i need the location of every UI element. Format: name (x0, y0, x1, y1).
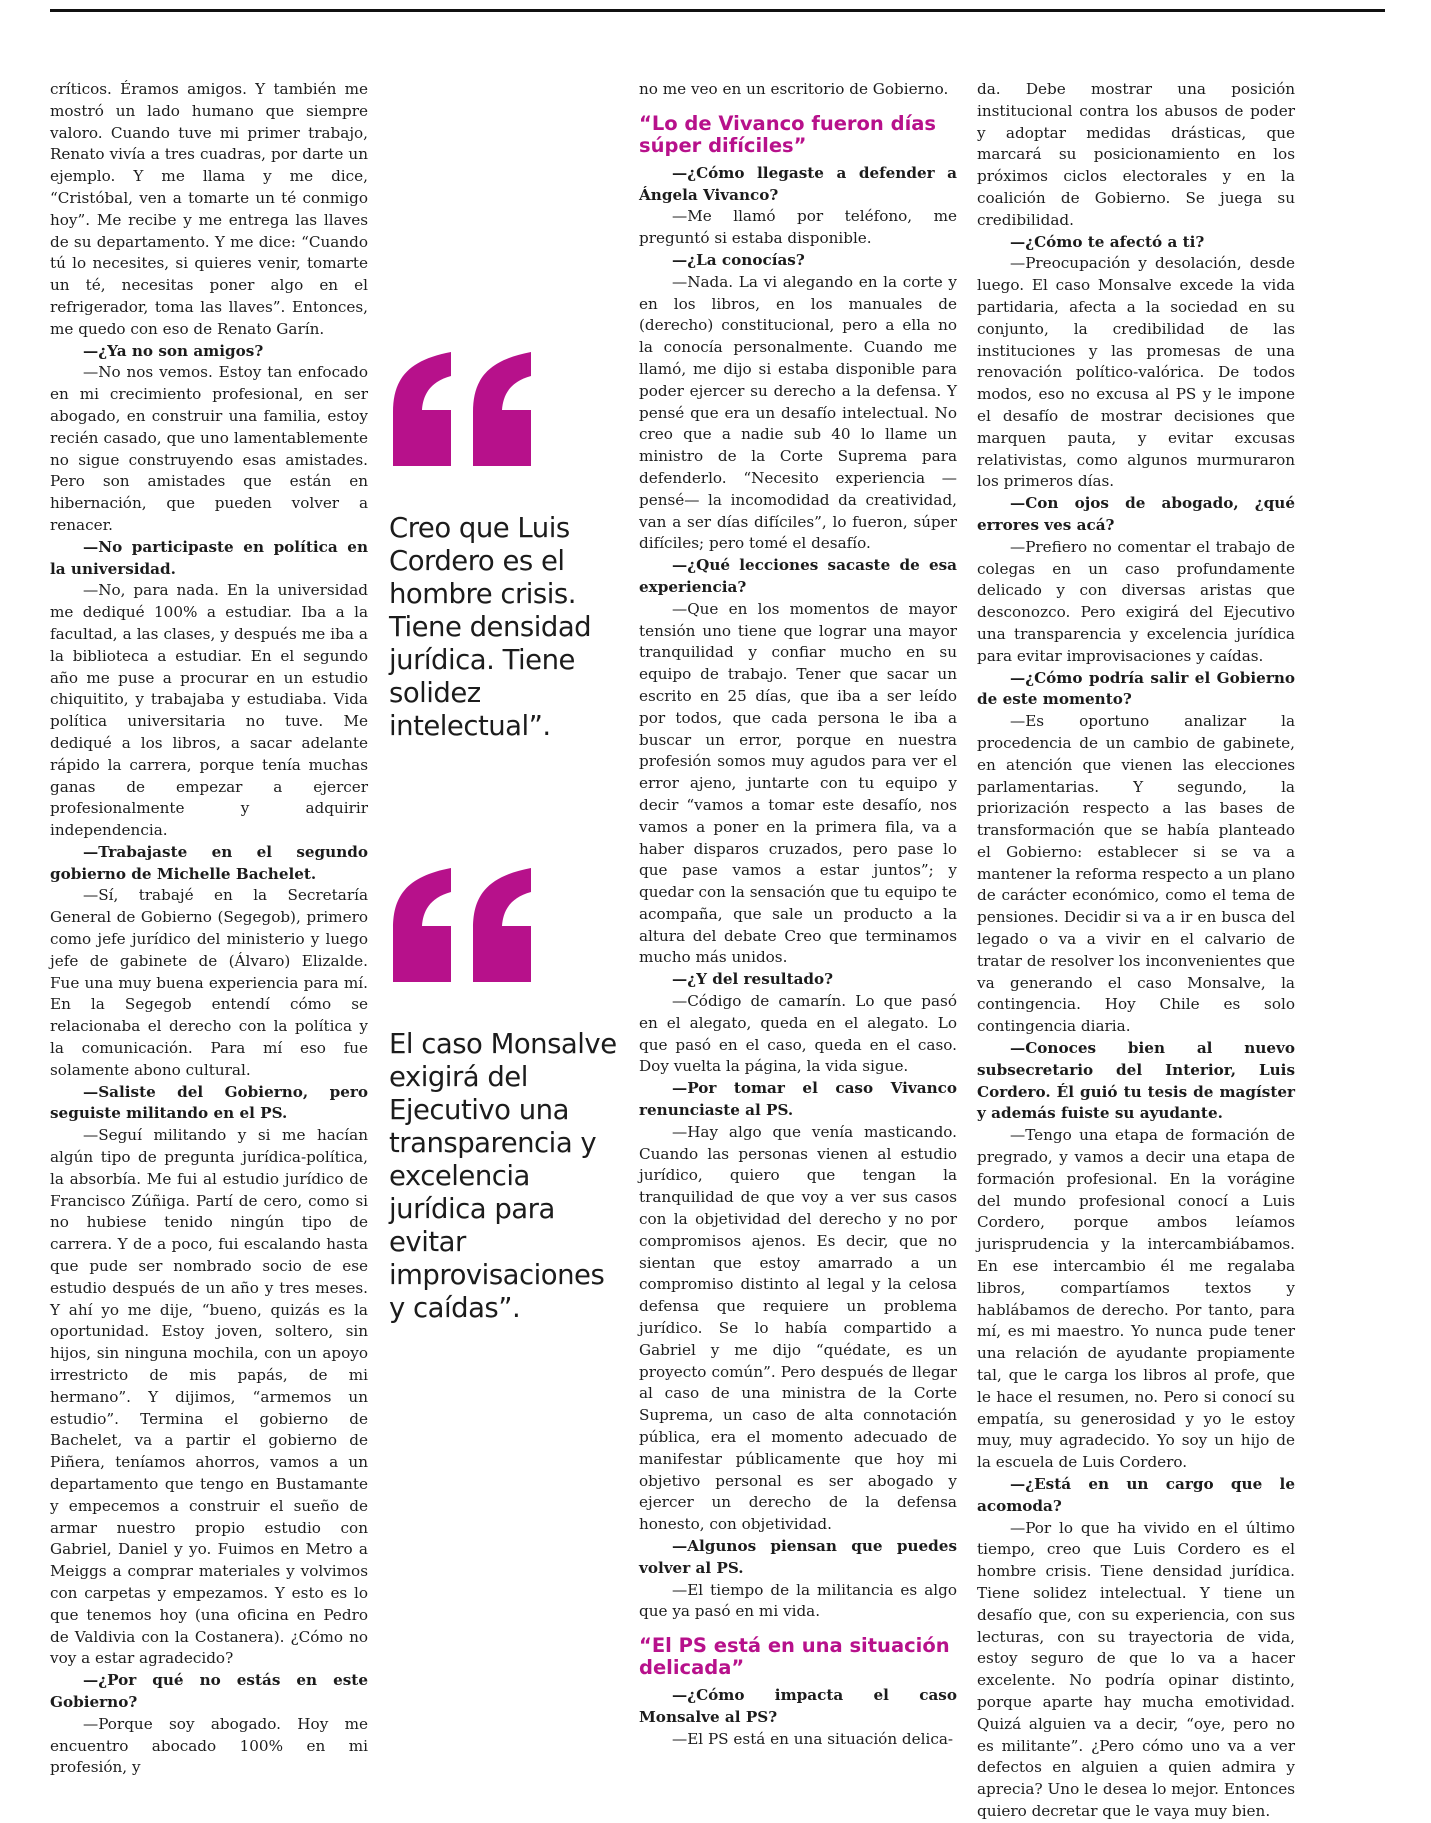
interview-answer: —Me llamó por teléfono, me preguntó si estaba disponible. (639, 207, 957, 248)
interview-question: —Con ojos de abogado, ¿qué errores ves acá? (977, 494, 1295, 534)
interview-question: —¿Por qué no estás en este Gobierno? (50, 1671, 368, 1711)
continued-text: da. Debe mostrar una posición institucional contra los abusos de poder y adoptar medidas drásticas, que marcará su posicionamiento en los próximos ciclos electorales y en la coalición de Gobierno. Se juega su credibilidad. (977, 80, 1295, 229)
interview-question: —Algunos piensan que puedes volver al PS. (639, 1537, 957, 1577)
continued-text: críticos. Éramos amigos. Y también me mostró un lado humano que siempre valoro. Cuando tuve mi primer trabajo, Renato vivía a tres cuadras, por darte un ejemplo. Y me llama y me dice, “Cristóbal, ven a tomarte un té conmigo hoy”. Me recibe y me entrega las llaves de su departamento. Y me dice: “Cuando tú lo necesites, si quieres venir, tomarte un té, necesitas poner algo en el refrigerador, toma las llaves”. Entonces, me quedo con eso de Renato Garín. (50, 80, 368, 338)
interview-answer: —El PS está en una situación delica- (672, 1729, 954, 1748)
interview-question: —¿Ya no son amigos? (83, 341, 264, 360)
interview-answer: —Nada. La vi alegando en la corte y en los libros, en los manuales de (derecho) constitucional, pero a ella no la conocía personalmente. Cuando me llamó, me dijo si estaba disponible para poder ejercer su derecho a la defensa. Y pensé que era un desafío intelectual. No creo que a nadie sub 40 lo llame un ministro de la Corte Suprema para defenderlo. “Necesito experiencia —pensé— la incomodidad da creatividad, van a ser días difíciles”, lo fueron, súper difíciles; pero tomé el desafío. (639, 272, 957, 553)
interview-question: —¿Cómo te afectó a ti? (1010, 232, 1205, 251)
continued-text: no me veo en un escritorio de Gobierno. (639, 80, 949, 98)
interview-answer: —Hay algo que venía masticando. Cuando las personas vienen al estudio jurídico, quiero que tengan la tranquilidad de que voy a ver sus casos con la objetividad del derecho y no por compromisos ajenos. Es decir, que no sientan que estoy amarrado a un compromiso distinto al legal y la celosa defensa que requiere un problema jurídico. Se lo había compartido a Gabriel y me dijo “quédate, es un proyecto común”. Pero después de llegar al caso de una ministra de la Corte Suprema, un caso de alta connotación pública, era el momento adecuado de manifestar públicamente que hoy mi objetivo personal es ser abogado y ejercer un derecho de la defensa honesto, con objetividad. (639, 1122, 957, 1534)
interview-question: —¿Y del resultado? (672, 970, 834, 989)
pull-quote-1: Creo que Luis Cordero es el hombre crisis. Tiene densidad jurídica. Tiene solidez intelectual”. (389, 512, 592, 742)
interview-answer: —Prefiero no comentar el trabajo de colegas en un caso profundamente delicado y con diversas aristas que desconozco. Pero exigirá del Ejecutivo una transparencia y excelencia jurídica para evitar improvisaciones y caídas. (977, 537, 1295, 665)
interview-question: —Por tomar el caso Vivanco renunciaste al PS. (639, 1079, 957, 1120)
interview-answer: —Que en los momentos de mayor tensión uno tiene que lograr una mayor tranquilidad y confiar mucho en su equipo de trabajo. Tener que sacar un escrito en 25 días, que iba a ser leído por todos, que cada persona le iba a buscar un error, porque en nuestra profesión somos muy agudos para ver el error ajeno, juntarte con tu equipo y decir “vamos a tomar este desafío, nos vamos a poner en la primera fila, va a haber disparos cruzados, pero pase lo que pase vamos a estar juntos”; y quedar con la sensación que tu equipo te acompaña, que sale un producto a la altura del debate Creo que terminamos mucho más unidos. (639, 599, 957, 967)
quote-mark-icon (387, 866, 547, 986)
interview-answer: —Es oportuno analizar la procedencia de un cambio de gabinete, en atención que vienen las elecciones parlamentarias. Y segundo, la priorización respecto a las bases de transformación que se había planteado el Gobierno: establecer si se va a mantener la reforma respecto a un plano de carácter económico, como el tema de pensiones. Decidir si va a ir en busca del legado o va a vivir en el calvario de tratar de resolver los inconvenientes que va generando el caso Monsalve, la contingencia. Hoy Chile es solo contingencia diaria. (977, 712, 1295, 1036)
article-column-4 (977, 79, 1295, 1823)
section-subhead: “Lo de Vivanco fueron días súper difíciles” (639, 111, 937, 157)
interview-question: —¿Cómo podría salir el Gobierno de este momento? (977, 668, 1295, 709)
interview-question: —¿Qué lecciones sacaste de esa experiencia? (639, 556, 957, 596)
interview-question: —¿La conocías? (672, 250, 805, 269)
interview-question: —Conoces bien al nuevo subsecretario del Interior, Luis Cordero. Él guió tu tesis de magíster y además fuiste su ayudante. (977, 1039, 1295, 1123)
interview-answer: —No nos vemos. Estoy tan enfocado en mi crecimiento profesional, en ser abogado, en construir una familia, estoy recién casado, que uno lamentablemente no sigue construyendo esas amistades. Pero son amistades que están en hibernación, que pueden volver a renacer. (50, 363, 368, 534)
article-column-3 (639, 79, 957, 1751)
interview-question: —¿Cómo llegaste a defender a Ángela Vivanco? (639, 163, 957, 204)
interview-answer: —El tiempo de la militancia es algo que ya pasó en mi vida. (639, 1580, 957, 1621)
section-subhead: “El PS está en una situación delicada” (639, 1634, 950, 1680)
interview-answer: —Porque soy abogado. Hoy me encuentro abocado 100% en mi profesión, y (50, 1714, 368, 1777)
top-rule (50, 9, 1385, 12)
quote-mark-icon (387, 350, 547, 470)
interview-answer: —Código de camarín. Lo que pasó en el alegato, queda en el alegato. Lo que pasó en el caso, queda en el caso. Doy vuelta la página, la vida sigue. (639, 992, 957, 1076)
interview-answer: —Preocupación y desolación, desde luego. El caso Monsalve excede la vida partidaria, afecta a la sociedad en su conjunto, la credibilidad de las instituciones y las promesas de una renovación político-valórica. De todos modos, eso no excusa al PS y le impone el desafío de mostrar decisiones que marquen pauta, y evitar excusas relativistas, como algunos murmuraron los primeros días. (977, 254, 1295, 491)
interview-question: —Trabajaste en el segundo gobierno de Michelle Bachelet. (50, 842, 368, 883)
interview-question: —¿Cómo impacta el caso Monsalve al PS? (639, 1686, 957, 1726)
interview-answer: —No, para nada. En la universidad me dediqué 100% a estudiar. Iba a la facultad, a las clases, y después me iba a la biblioteca a estudiar. En el segundo año me puse a procurar en un estudio chiquitito, y trabajaba y estudiaba. Vida política universitaria no tuve. Me dediqué a los libros, a sacar adelante rápido la carrera, porque tenía muchas ganas de empezar a ejercer profesionalmente y adquirir independencia. (50, 581, 368, 840)
pull-quote-2: El caso Monsalve exigirá del Ejecutivo una transparencia y excelencia jurídica para evitar improvisaciones y caídas”. (389, 1028, 617, 1324)
interview-question: —No participaste en política en la universidad. (50, 537, 368, 578)
interview-answer: —Por lo que ha vivido en el último tiempo, creo que Luis Cordero es el hombre crisis. Tiene densidad jurídica. Tiene solidez intelectual. Y tiene un desafío que, con su experiencia, con sus lecturas, con su trayectoria de vida, estoy seguro de que lo va a hacer excelente. No podría opinar distinto, porque aparte hay mucha emotividad. Quizá alguien va a decir, “oye, pero no es militante”. ¿Pero cómo uno va a ver defectos en alguien a quien admira y aprecia? Uno le desea lo mejor. Entonces quiero decretar que le vaya muy bien. (977, 1518, 1295, 1820)
article-column-1 (50, 79, 368, 1779)
interview-answer: —Sí, trabajé en la Secretaría General de Gobierno (Segegob), primero como jefe jurídico del ministerio y luego jefe de gabinete de (Álvaro) Elizalde. Fue una muy buena experiencia para mí. En la Segegob entendí cómo se relacionaba el derecho con la política y la comunicación. Para mí eso fue solamente abono cultural. (50, 886, 368, 1079)
interview-answer: —Tengo una etapa de formación de pregrado, y vamos a decir una etapa de formación profesional. En la vorágine del mundo profesional conocí a Luis Cordero, porque ambos leíamos jurisprudencia y la intercambiábamos. En ese intercambio él me regalaba libros, compartíamos textos y hablábamos de derecho. Por tanto, para mí, es mi maestro. Yo nunca pude tener una relación de ayudante propiamente tal, que le carga los libros al profe, que le hace el resumen, no. Pero si conocí su empatía, su generosidad y yo le estoy muy, muy agradecido. Yo soy un hijo de la escuela de Luis Cordero. (977, 1126, 1295, 1472)
interview-question: —¿Está en un cargo que le acomoda? (977, 1475, 1295, 1515)
interview-question: —Saliste del Gobierno, pero seguiste militando en el PS. (50, 1082, 368, 1123)
interview-answer: —Seguí militando y si me hacían algún tipo de pregunta jurídica-política, la absorbía. Me fui al estudio jurídico de Francisco Zúñiga. Partí de cero, como si no hubiese tenido ningún tipo de carrera. Y de a poco, fui escalando hasta que pude ser nombrado socio de ese estudio después de un año y tres meses. Y ahí yo me dije, “bueno, quizás es la oportunidad. Estoy joven, soltero, sin hijos, sin ninguna mochila, con un apoyo irrestricto de mis papás, de mi hermano”. Y dijimos, “armemos un estudio”. Termina el gobierno de Bachelet, va a partir el gobierno de Piñera, teníamos ahorros, vamos a un departamento que tengo en Bustamante y empecemos a construir el sueño de armar nuestro propio estudio con Gabriel, Daniel y yo. Fuimos en Metro a Meiggs a comprar materiales y volvimos con carpetas y empezamos. Y esto es lo que tenemos hoy (una oficina en Pedro de Valdivia con la Costanera). ¿Cómo no voy a estar agradecido? (50, 1126, 368, 1668)
